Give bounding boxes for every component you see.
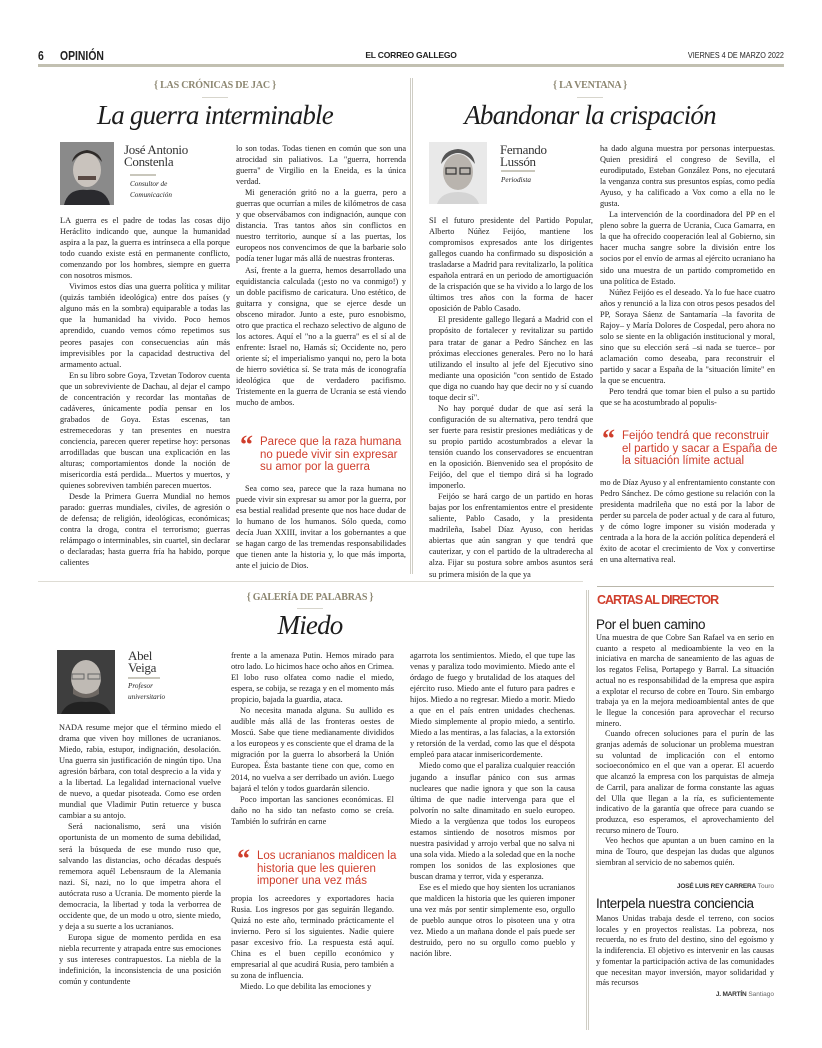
- letter-body: Manos Unidas trabaja desde el terreno, con socios locales y en proyectos realistas. La pobreza, nos recuerda, no es fruto del destino, sino del egoísmo y la indiferencia. El objetivo es intervenir en las causas y fomentar la participación activa de las comunidades que necesitan mayor inversión, mayor solidaridad y más recursos: [596, 914, 774, 988]
- article-title: Miedo: [277, 610, 343, 640]
- column-divider: [586, 590, 587, 1030]
- cartas-rule: [597, 586, 774, 587]
- article-kicker: { LAS CRÓNICAS DE JAC }: [154, 80, 276, 91]
- pull-quote: “ Los ucranianos maldicen la historia que les quieren imponer una vez más: [237, 844, 397, 887]
- author-rule: [501, 170, 535, 172]
- article-kicker: { GALERÍA DE PALABRAS }: [246, 592, 374, 603]
- article-column: frente a la amenaza Putin. Hemos mirado para otro lado. Lo hicimos hace ocho años en Crimea. El lobo ruso olfatea como nadie el miedo, espera, se cobija, se rezaga y en el momento más propicio, bajada la guardia, ataca. No necesita manada alguna. Su aullido es audible más allá de las fronteras oestes de Moscú. Sabe que tiene medianamente divididos a los europeos y es consciente que el drama de la migración por la guerra lo absorberá la Unión Europea. Ésta bastante tiene con que, como en 2014, no vuelva a ser derribado un avión. Luego bajará el telón y todos guardarán silencio. Poco importan las sanciones económicas. El daño no ha sido tan nefasto como se creía. También lo sufrirán en carne: [231, 651, 394, 826]
- letter-title: Por el buen camino: [596, 617, 706, 632]
- article-column: propia los acreedores y exportadores hacia Rusia. Los ingresos por gas seguirán llegando. Quizá no este año, terminado prácticamente el invierno. Pero sí los siguientes. Nadie quiere pasar excesivo frío. La respuesta está aquí. China es el buen cepillo económico y empresarial al que acudirá Rusia, pero también a su zona de influencia. Miedo. Lo que debilita las emociones y: [231, 894, 394, 992]
- author-photo: [429, 142, 487, 204]
- pull-quote: “ Parece que la raza humana no puede vivir sin expresar su amor por la guerra: [240, 430, 402, 473]
- author-photo: [60, 142, 114, 205]
- author-role: Periodista: [501, 176, 531, 184]
- author-role: Profesor universitario: [128, 682, 166, 701]
- author-role: Consultor de Comunicación: [130, 180, 172, 199]
- pull-quote: “ Feijóo tendrá que reconstruir el partido y sacar a España de la situación límite actual: [602, 424, 778, 467]
- article-column: Sea como sea, parece que la raza humana no puede vivir sin expresar su amor por la guerra, por esa bestial realidad presente que nos hace dudar de lo humano de los humanos. Sólo queda, como decía Juan XXIII, invitar a los gobernantes a que se hagan cargo de las tremendas responsabilidades que tienen ante la historia y, lo que más importa, ante el juicio de Dios.: [236, 484, 406, 571]
- article-title: Abandonar la crispación: [464, 100, 716, 130]
- article-column: ha dado alguna muestra por personas interpuestas. Quien presidirá el congreso de Sevilla, el eurodiputado, Esteban González Pons, no ejecutará la venganza contra sus presuntos espías, como pedía Ayuso, y ha calificado a Vox como a ella no le gusta. La intervención de la coordinadora del PP en el pleno sobre la guerra de Ucrania, Cuca Gamarra, en la que ha ofrecido cooperación leal al Gobierno, sin hacer mucha sangre sobre la división entre los socios por el envío de armas al ejército ucraniano ha sido una muestra de un partido comprometido en una política de Estado. Núñez Feijóo es el deseado. Ya lo fue hace cuatro años y renunció a la liza con otros pesos pesados del PP, Soraya Sáenz de Santamaría –la favorita de Rajoy– y María Dolores de Cospedal, pero ahora no solo se siente en la obligación institucional y moral, sino que su elección será –si nada se tuerce– por aclamación como deseaba, para reconstruir el partido y sacar a España de la "situación límite" en la que se encuentra. Pero tendrá que tomar bien el pulso a su partido que se ha acostumbrado al populis-: [600, 144, 775, 408]
- article-column: LA guerra es el padre de todas las cosas dijo Heráclito indicando que, aunque la humanidad aspira a la paz, la guerra es intrínseca a ella porque todo cuando existe está en permanente conflicto, comenzando por los hombres, siempre en guerra con nosotros mismos. Vivimos estos días una guerra política y militar (quizás también ideológica) entre dos países (y alguno más en la sombra) equiparable a todas las que la humanidad ha vivido. Poco hemos aprendido, cuando vemos cómo repetimos sus peores pasajes con consecuencias aún más imprevisibles por la capacidad destructiva del armamento actual. En su libro sobre Goya, Tzvetan Todorov cuenta que un sobreviviente de Dachau, al dejar el campo de concentración y recordar las montañas de cadáveres, únicamente podía pensar en los grabados de Goya. Estas escenas, tan estremecedoras y tan presentes en nuestra conciencia, parecen querer repetirse hoy: personas arrodilladas que buscan una explicación en las alturas; comportamientos donde la noción de misericordia está perdida... Muertos y muertos, y quienes sobreviven también parecen muertos. Desde la Primera Guerra Mundial no hemos parado: guerras mundiales, civiles, de agresión o de defensa; de religión, ideológicas, económicas; contra la droga, contra el terrorismo; guerras relámpago o interminables, sin cuartel, sin declarar o declaradas; hasta guerra fría ha habido, porque calientes: [60, 216, 230, 568]
- portrait-icon: [57, 650, 115, 714]
- page-number: 6: [38, 48, 44, 63]
- article-column: lo son todas. Todas tienen en común que son una atrocidad sin paliativos. La "guerra, horrenda guerra" de Virgilio en la Eneida, es la única verdad. Mi generación gritó no a la guerra, pero a guerras que ocurrían a miles de kilómetros de casa y que observábamos con indignación, aunque con distancia. Tras tantos años sin conflictos en nuestro territorio, aunque sí a las puertas, los europeos nos convencimos de que la barbarie solo podía tener lugar más allá de nuestras fronteras. Así, frente a la guerra, hemos desarrollado una equidistancia calculada (¡esto no va conmigo!) y un doble pacifismo de caricatura. Uno estético, de guitarra y consigna, que se ejerce desde un obsceno mirador. Junto a este, puro esnobismo, otro que practica el rechazo selectivo de alguno de los actores. Aquí el "no a la guerra" es el sí al de enfrente: Israel no, Hamás sí; Occidente no, pero oriente sí; el imperialismo yanqui no, pero la bota de hierro soviética sí. Se trata más de iconografía ideológica que de verdadero pacifismo. Tristemente en la guerra de Ucrania se está viendo mucho de ambos.: [236, 144, 406, 408]
- letter-body: Una muestra de que Cobre San Rafael va en serio en cuanto a respeto al medioambiente la veo en la iniciativa en marcha de saneamiento de las aguas de los regatos Felisa, Portapego y Barral. La situación actual no es responsabilidad de la empresa que aspira a explotar el recurso de cobre en Touro. Sin embargo trabaja ya en la mejora medioambiental antes de que le llegue la concesión para aprovechar el recurso minero. Cuando ofrecen soluciones para el purín de las granjas además de solucionar un problema muestran su voluntad de implicación con el entorno socioeconómico en el que van a operar. El acuerdo que alcanzó la empresa con los parquistas de almeja de Carril, para analizar de forma constante las aguas del Ulla que llegan a la ría, es suficientemente indicativo de la garantía que ofrece para cuando se produzca, eso esperamos, el aprovechamiento del recurso minero de Touro. Veo hechos que apuntan a un buen camino en la mina de Touro, que despejan las dudas que algunos siembran al servicio de no sabemos quién.: [596, 633, 774, 867]
- portrait-icon: [429, 142, 487, 204]
- section-divider: [38, 581, 583, 582]
- kicker-underline: [577, 97, 603, 98]
- kicker-underline: [202, 97, 228, 98]
- article-column: agarrota los sentimientos. Miedo, el que tupe las venas y paraliza todo movimiento. Miedo ante el órdago de fuego y brutalidad de los ataques del ejército ruso. Miedo ante el futuro para padres e hijos. Miedo a no regresar. Miedo a morir. Miedo a que en el país entren unidades chechenas. Miedo simplemente al propio miedo, a sentirlo. Miedo a las mentiras, a las falacias, a la extorsión y retorsión de la verdad, como las que el déspota empleó para atacar inmisericordemente. Miedo como que el paraliza cualquier reacción jugando a insuflar pánico con sus armas nucleares que nadie ignora y que son la causa última de que nadie intervenga para que el polvorín no salte dinamitado en suelo europeo. Miedo a la vergüenza que todos los europeos estamos sintiendo de nosotros mismos por nuestra pasividad y arrojo verbal que no salva ni una sola vida. Miedo a la soledad que en la noche rompen los sonidos de las explosiones que buscan drama y terror, vida y esperanza. Ese es el miedo que hoy sienten los ucranianos que maldicen la historia que les quieren imponer una vez más por sentir simplemente eso, orgullo de pueblo aunque otros lo pisoteen una y otra vez. Miedo a un mañana donde el país puede ser destruido, pero no su orgullo como pueblo y nación libre.: [410, 651, 575, 959]
- page-header: [38, 44, 784, 66]
- quote-mark-icon: “: [237, 844, 250, 873]
- column-divider: [588, 590, 589, 1030]
- article-column: NADA resume mejor que el término miedo el drama que viven hoy millones de ucranianos. Miedo, rabia, estupor, indignación, desolación. Una guerra sin justificación de ningún tipo. Una agresión bárbara, con total desprecio a la vida y a la libertad. La legalidad internacional vuelve de nuevo, a quedar pisoteada. Como ese orden mundial que Vladimir Putin retuerce y busca cambiar a su antojo. Será nacionalismo, será una visión oportunista de un momento de suma debilidad, será la búsqueda de ese mundo ruso que, salvando las distancias, ocho décadas después rememora aquél Lebensraum de la Alemania nazi. Sí, nazi, no lo que impetra ahora el autócrata ruso a Ucrania. De momento pierde la democracia, la libertad y toda la verborrea de occidente que, de un modo u otro, siente miedo, y deja a su suerte a los ucranianos. Europa sigue de momento perdida en esa niebla recurrente y atrapada entre sus emociones y sus intereses contrapuestos. La niebla de la indefinición, la inconsistencia de una posición común y contundente: [59, 723, 221, 987]
- quote-mark-icon: “: [602, 424, 615, 453]
- section-name: OPINIÓN: [60, 48, 104, 63]
- author-rule: [130, 174, 156, 176]
- author-photo: [57, 650, 115, 714]
- column-divider: [412, 78, 413, 574]
- letter-signature: J. MARTÍN Santiago: [715, 991, 774, 998]
- author-name: José Antonio Constenla: [124, 142, 188, 169]
- letter-signature: JOSÉ LUIS REY CARRERA Touro: [676, 883, 774, 890]
- author-name: Fernando Lussón: [500, 142, 547, 169]
- article-column: SI el futuro presidente del Partido Popular, Alberto Núñez Feijóo, mantiene los compromisos expresados ante los dirigentes gallegos cuando ha confirmado su disposición a trasladarse a Madrid para revitalizarlo, la política española entrará en un periodo de amortiguación de la crispación que se ha vivido a lo largo de los últimos tres años con la forma de hacer oposición de Pablo Casado. El presidente gallego llegará a Madrid con el propósito de fortalecer y revitalizar su partido para tratar de ganar a Pedro Sánchez en las próximas elecciones generales. Pero no lo hará utilizando el insulto al jefe del Ejecutivo sino mediante una oposición "con sentido de Estado que diga no cuando hay que decir no y sí cuando toque decir sí". No hay porqué dudar de que así será la configuración de su alternativa, pero tendrá que ser fuerte para resistir presiones mediáticas y de su propio partido acostumbrados a elevar la tensión cuando los conservadores se encuentran en la oposición. Bienvenido sea el propósito de Feijóo, del que el tiempo dirá si ha logrado imponerlo. Feijóo se hará cargo de un partido en horas bajas por los enfrentamientos entre el presidente saliente, Pablo Casado, y la presidenta madrileña, Isabel Díaz Ayuso, con heridas abiertas que aún sangran y que tendrá que cauterizar, y con el partido de la ultraderecha al alza. Fijar su postura sobre ambos asuntos será su primera misión de la que ya: [429, 216, 593, 579]
- column-divider: [410, 78, 411, 574]
- issue-date: VIERNES 4 DE MARZO 2022: [688, 50, 784, 60]
- kicker-underline: [297, 608, 323, 609]
- author-name: Abel Veiga: [128, 648, 157, 675]
- article-title: La guerra interminable: [97, 100, 333, 130]
- author-rule: [128, 677, 160, 679]
- quote-mark-icon: “: [240, 430, 253, 459]
- cartas-heading: CARTAS AL DIRECTOR: [597, 593, 719, 607]
- article-column: mo de Díaz Ayuso y al enfrentamiento constante con Pedro Sánchez. De cómo gestione su relación con la presidenta madrileña que no está por la labor de perder su parcela de poder actual y de cara al futuro, y de cómo logre imponer su visión moderada y centrada a la hora de la acción política dependerá el éxito de acotar el crecimiento de Vox y convertirse en una alternativa real.: [600, 478, 775, 565]
- header-rule: [38, 64, 784, 67]
- portrait-icon: [60, 142, 114, 205]
- letter-title: Interpela nuestra conciencia: [596, 896, 754, 911]
- newspaper-name: EL CORREO GALLEGO: [365, 50, 457, 60]
- article-kicker: { LA VENTANA }: [553, 80, 627, 91]
